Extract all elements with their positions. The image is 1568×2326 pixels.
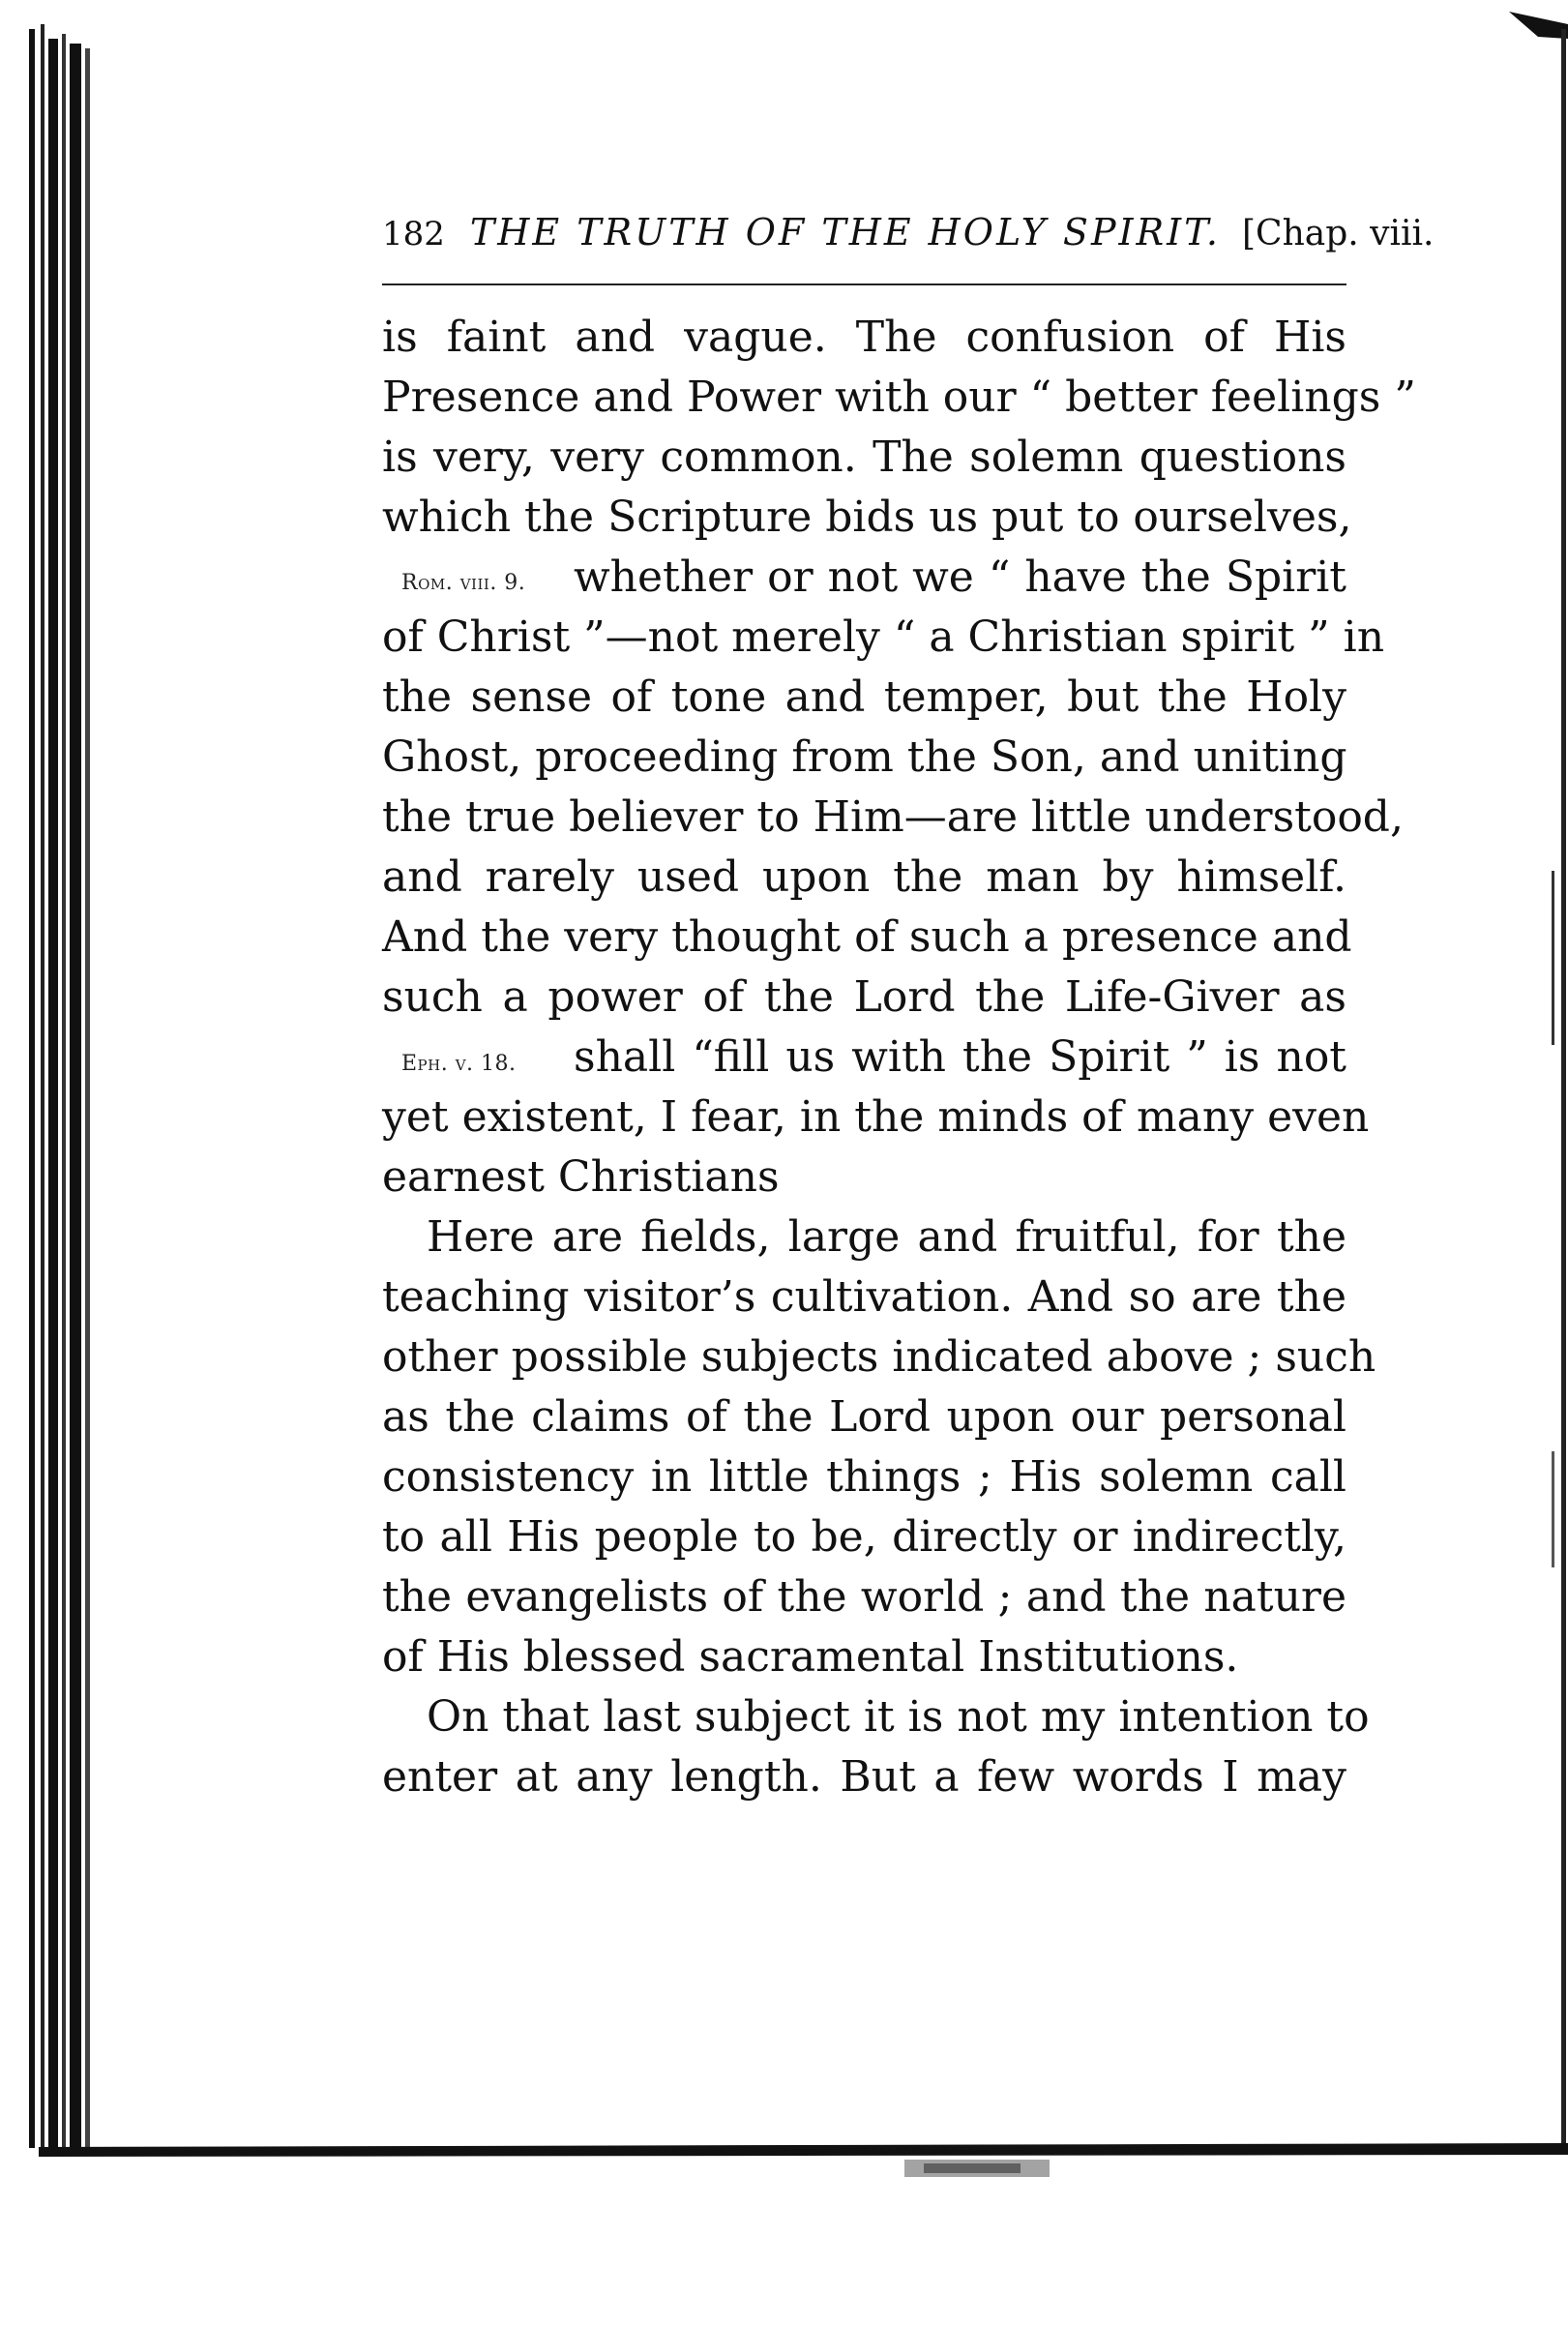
text-line: On that last subject it is not my intention to <box>427 1692 1370 1742</box>
text-line: the sense of tone and temper, but the Holy <box>382 672 1346 722</box>
running-header <box>382 211 1435 253</box>
scan-edge-left <box>0 0 97 2326</box>
text-line: other possible subjects indicated above ; such <box>382 1332 1376 1382</box>
scan-edge-right <box>1509 0 1568 2326</box>
text-line: consistency in little things ; His solemn call <box>382 1452 1346 1502</box>
text-line: to all His people to be, directly or indirectly, <box>382 1512 1346 1562</box>
text-line: Ghost, proceeding from the Son, and uniting <box>382 732 1347 782</box>
scan-smudge <box>904 2156 1059 2185</box>
header-rule <box>382 283 1346 285</box>
text-line: the true believer to Him—are little understood, <box>382 792 1404 842</box>
text-line: of Christ ”—not merely “ a Christian spirit ” in <box>382 612 1385 662</box>
text-line: earnest Christians <box>382 1152 780 1202</box>
text-line: And the very thought of such a presence and <box>382 912 1352 962</box>
text-line: whether or not we “ have the Spirit <box>574 552 1346 602</box>
text-line: is faint and vague. The confusion of His <box>382 313 1346 362</box>
text-line: yet existent, I fear, in the minds of many even <box>382 1092 1370 1142</box>
page-number: 182 <box>382 215 445 253</box>
text-line: of His blessed sacramental Institutions. <box>382 1632 1239 1682</box>
text-line: as the claims of the Lord upon our personal <box>382 1392 1346 1442</box>
text-line: Here are fields, large and fruitful, for the <box>427 1212 1346 1262</box>
text-line: shall “fill us with the Spirit ” is not <box>574 1032 1346 1082</box>
text-line: such a power of the Lord the Life-Giver as <box>382 972 1346 1022</box>
running-title: THE TRUTH OF THE HOLY SPIRIT. <box>469 211 1221 253</box>
chapter-label: [Chap. viii. <box>1242 214 1435 253</box>
text-line: and rarely used upon the man by himself. <box>382 852 1346 902</box>
text-line: teaching visitor’s cultivation. And so are the <box>382 1272 1346 1322</box>
text-line: is very, very common. The solemn questions <box>382 432 1346 482</box>
page-bottom-edge <box>39 2143 1568 2159</box>
text-line: Presence and Power with our “ better feelings ” <box>382 373 1416 422</box>
margin-note-eph: Eph. v. 18. <box>401 1052 517 1076</box>
text-line: the evangelists of the world ; and the nature <box>382 1572 1346 1622</box>
margin-note-rom: Rom. viii. 9. <box>401 571 526 595</box>
text-line: which the Scripture bids us put to ourselves, <box>382 492 1352 542</box>
body-text <box>382 308 1416 1807</box>
text-line: enter at any length. But a few words I may <box>382 1752 1346 1802</box>
